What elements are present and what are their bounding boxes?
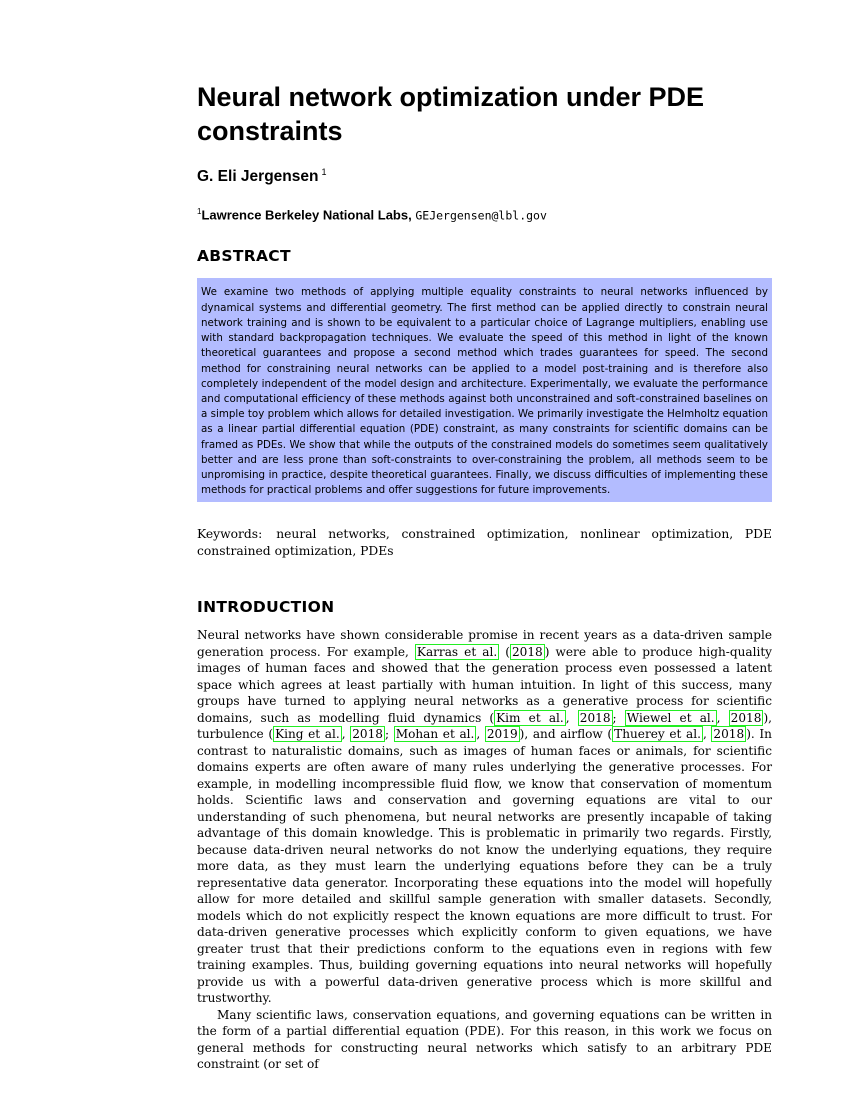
intro-paragraph-2: Many scientific laws, conservation equations, and governing equations can be written in the form of a partial differential equation (PDE). For this reason, in this work we focus on general methods for constructing neural networks which satisfy to an arbitrary PDE constraint (or set of (197, 1007, 772, 1072)
keywords-text: neural networks, constrained optimization, nonlinear optimization, PDE constrained optimization, PDEs (197, 527, 772, 558)
keywords-label: Keywords: (197, 527, 263, 542)
intro-text: were able to produce high-quality images of human faces and showed that the generation process even possessed a latent space which agrees at least partially with human intuition. In light of this success, many groups have turned to applying neural networks as a generative process for scientific domains, such as modelling fluid dynamics ( (197, 644, 773, 725)
intro-text: ). In contrast to naturalistic domains, such as images of human faces or animals, for scientific domains experts are often aware of many rules underlying the generative processes. For example, in modelling incompressible fluid flow, we know that conservation of momentum holds. Scientific laws and conservation and governing equations are vital to our understanding of such phenomena, but neural networks are presently incapable of taking advantage of this domain knowledge. This is problematic in primarily two regards. Firstly, because data-driven neural networks do not know the underlying equations, they require more data, as they must learn the underlying equations before they can be a truly representative data generator. Incorporating these equations into the model will hopefully allow for more detailed and skillful sample generation with smaller datasets. Secondly, models which do not explicitly respect the known equations are more difficult to trust. For data-driven generative processes which explicitly conform to given equations, we have greater trust that their predictions conform to the equations even in regions with few training examples. Thus, building governing equations into neural networks will hopefully provide us with a powerful data-driven generative process which is more skillful and trustworthy. (197, 727, 772, 1006)
intro-text: ), and airflow ( (519, 727, 613, 742)
introduction-body (197, 627, 772, 1073)
citation-link-thuerey[interactable]: Thuerey et al. (614, 727, 701, 742)
intro-paragraph-1: Neural networks have shown considerable promise in recent years as a data-driven sample generation process. For example, Karras et al. ( 2018 ) were able to produce high-quality images of human faces and showed that the generation process even possessed a latent space which agrees at least partially with human intuition. In light of this success, many groups have turned to applying neural networks as a generative process for scientific domains, such as modelling fluid dynamics ( Kim et al. , 2018 ; Wiewel et al. , 2018 ), turbulence ( King et al. , 2018 ; Mohan et al. , 2019 ), and airflow ( Thuerey et al. , 2018 ). In contrast to naturalistic domains, such as images of human faces or animals, for scientific domains experts are often aware of many rules underlying the generative processes. For example, in modelling incompressible fluid flow, we know that conservation of momentum holds. Scientific laws and conservation and governing equations are vital to our understanding of such phenomena, but neural networks are presently incapable of taking advantage of this domain knowledge. This is problematic in primarily two regards. Firstly, because data-driven neural networks do not know the underlying equations, they require more data, as they must learn the underlying equations before they can be a truly representative data generator. Incorporating these equations into the model will hopefully allow for more detailed and skillful sample generation with smaller datasets. Secondly, models which do not explicitly respect the known equations are more difficult to trust. For data-driven generative processes which explicitly conform to given equations, we have greater trust that their predictions conform to the equations even in regions with few training examples. Thus, building governing equations into neural networks will hopefully provide us with a powerful data-driven generative process which is more skillful and trustworthy. (197, 628, 773, 1006)
citation-year-karras[interactable]: 2018 (511, 644, 543, 659)
citation-year-thuerey[interactable]: 2018 (713, 727, 745, 742)
introduction-heading: INTRODUCTION (197, 598, 335, 617)
citation-year-king[interactable]: 2018 (352, 727, 383, 742)
citation-link-wiewel[interactable]: Wiewel et al. (626, 710, 715, 725)
intro-text: Neural networks have shown considerable promise in recent years as a data-driven sample generation process. For example, (197, 628, 772, 659)
author-email[interactable]: GEJergensen@lbl.gov (415, 208, 547, 223)
citation-link-king[interactable]: King et al. (275, 727, 340, 742)
abstract-text: We examine two methods of applying multiple equality constraints to neural networks influenced by dynamical systems and differential geometry. The first method can be applied directly to constrain neural network training and is shown to be equivalent to a particular choice of Lagrange multipliers, enabling use with standard backpropagation techniques. We evaluate the speed of this method in light of the known theoretical guarantees and propose a second method which trades guarantees for speed. The second method for constraining neural networks can be applied to a model post-training and is therefore also completely independent of the model design and architecture. Experimentally, we evaluate the performance and computational efficiency of these methods against both unconstrained and soft-constrained baselines on a simple toy problem which allows for detailed investigation. We primarily investigate the Helmholtz equation as a linear partial differential equation (PDE) constraint, as many constraints for scientific domains can be framed as PDEs. We show that while the outputs of the constrained models do sometimes seem qualitatively better and are less prone than soft-constraints to over-constraining the problem, all methods seem to be unpromising in practice, despite theoretical guarantees. Finally, we discuss difficulties of implementing these methods for practical problems and offer suggestions for future improvements. (201, 286, 768, 497)
citation-link-mohan[interactable]: Mohan et al. (395, 727, 475, 742)
citation-link-karras[interactable]: Karras et al. (416, 644, 498, 659)
affiliation-line (197, 203, 772, 224)
author-line (197, 162, 772, 187)
citation-year-kim[interactable]: 2018 (579, 710, 611, 725)
affiliation-mark: 1 (197, 207, 202, 217)
paper-title: Neural network optimization under PDE constraints (197, 82, 705, 146)
abstract-box (197, 278, 772, 502)
citation-year-mohan[interactable]: 2019 (486, 727, 518, 742)
affiliation-institution: Lawrence Berkeley National Labs, (201, 207, 412, 223)
keywords (197, 526, 772, 559)
author-affiliation-mark: 1 (321, 167, 327, 177)
intro-text: ), turbulence ( (197, 710, 772, 742)
citation-link-kim[interactable]: Kim et al. (496, 710, 564, 725)
paper-page (197, 80, 772, 1073)
abstract-heading: ABSTRACT (197, 247, 291, 266)
citation-year-wiewel[interactable]: 2018 (730, 710, 762, 725)
author-name: G. Eli Jergensen (197, 168, 319, 186)
